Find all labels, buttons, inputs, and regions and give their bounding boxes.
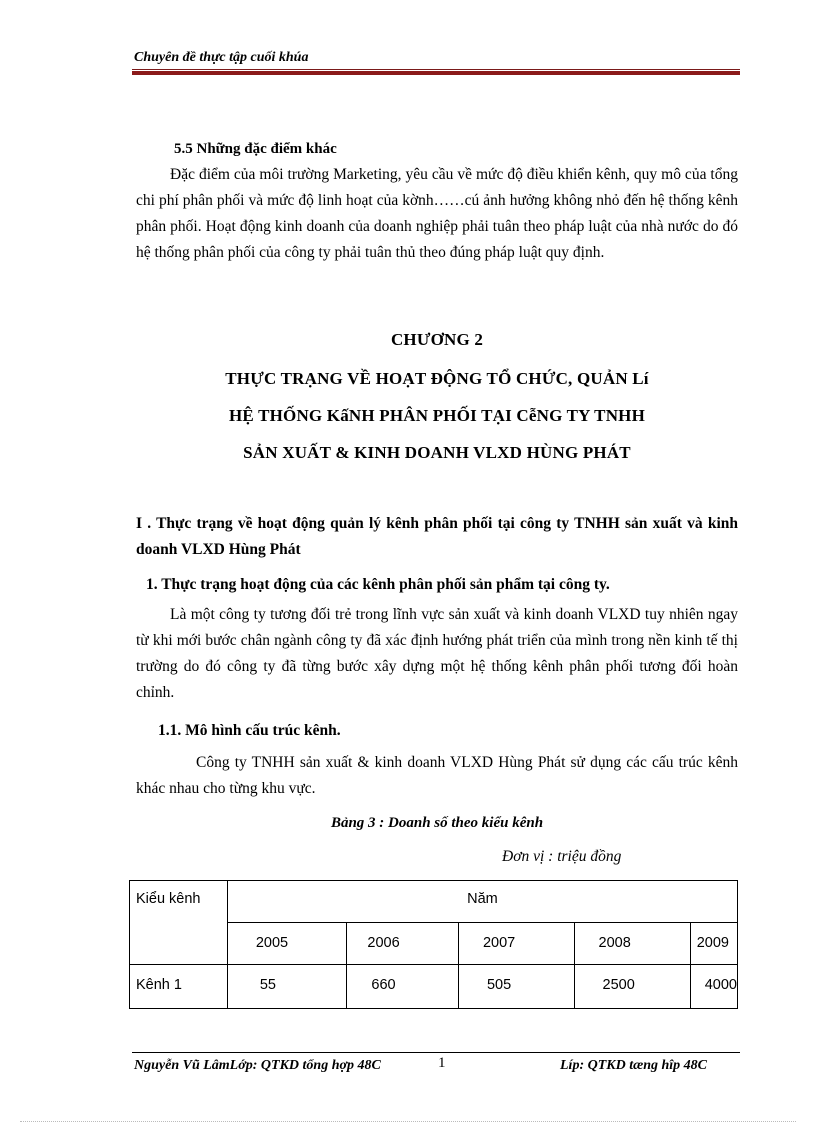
value-cell [347, 965, 459, 1009]
page-number: 1 [438, 1055, 446, 1071]
row-label-cell [130, 965, 228, 1009]
chapter-number: CHƯƠNG 2 [390, 330, 484, 349]
header-rule [132, 69, 740, 70]
table-caption: Bảng 3 : Doanh số theo kiểu kênh [330, 815, 544, 831]
header-type-cell [130, 881, 228, 965]
section-I-title [136, 511, 738, 563]
header-year-cell [227, 881, 737, 923]
section-1-1-title: 1.1. Mô hình cấu trúc kênh. [158, 722, 341, 739]
page-header-title: Chuyên đề thực tập cuối khúa [134, 50, 309, 65]
year-cell [227, 923, 347, 965]
year-cell [347, 923, 459, 965]
section-1-paragraph: Là một công ty tương đối trẻ trong lĩnh vực sản xuất và kinh doanh VLXD tuy nhiên ngay từ khi mới bước chân ngành công ty đã xác định hướng phát triển của mình trong nền kinh tế thị trường do đó công ty đã từng bước xây dựng một hệ thống kênh phân phối tương đối hoàn chỉnh. [136, 606, 738, 701]
value-cell [690, 965, 737, 1009]
value: 55 [259, 977, 276, 993]
section-5-5-paragraph: Đặc điểm của môi trường Marketing, yêu cầu về mức độ điều khiển kênh, quy mô của tổng chi phí phân phối và mức độ linh hoạt của kờnh……cú ảnh hưởng không nhỏ đến hệ thống kênh phân phối. Hoạt động kinh doanh của doanh nghiệp phải tuân theo pháp luật của nhà nước do đó hệ thống phân phối của công ty phải tuân thủ theo đúng pháp luật quy định. [136, 166, 738, 261]
footer-author: Nguyễn Vũ LâmLớp: QTKD tổng hợp 48C [134, 1058, 381, 1073]
chapter-title-line2: HỆ THỐNG KấNH PHÂN PHỐI TẠI CễNG TY TNHH [228, 406, 646, 425]
value-cell [458, 965, 574, 1009]
year-label: 2006 [367, 935, 400, 951]
sales-table [129, 880, 738, 1009]
chapter-title-line3: SẢN XUẤT & KINH DOANH VLXD HÙNG PHÁT [243, 443, 631, 462]
row-label: Kênh 1 [136, 977, 182, 993]
value: 2500 [602, 977, 635, 993]
header-type: Kiểu kênh [136, 891, 201, 907]
section-1-1 [136, 718, 738, 802]
value: 660 [371, 977, 396, 993]
year-label: 2005 [255, 935, 289, 951]
year-cell [574, 923, 690, 965]
value-cell [574, 965, 690, 1009]
section-1-title: 1. Thực trạng hoạt động của các kênh phân phối sản phẩm tại công ty. [146, 576, 610, 593]
table-unit: Đơn vị : triệu đồng [502, 848, 622, 865]
year-cell [690, 923, 737, 965]
value-cell [227, 965, 347, 1009]
header-rule-thick [132, 71, 740, 75]
section-5-5-title: 5.5 Những đặc điểm khác [174, 141, 337, 157]
year-label: 2008 [598, 935, 631, 951]
page-bottom-dotted-line [20, 1121, 796, 1122]
footer-rule [132, 1052, 740, 1053]
section-I-text: I . Thực trạng về hoạt động quản lý kênh phân phối tại công ty TNHH sản xuất và kinh doanh VLXD Hùng Phát [136, 515, 738, 558]
year-cell [458, 923, 574, 965]
footer-class: Líp: QTKD tæng hîp 48C [560, 1058, 708, 1073]
header-year: Năm [467, 891, 498, 907]
year-label: 2007 [482, 935, 516, 951]
value: 505 [486, 977, 512, 993]
value: 4000 [704, 977, 737, 993]
chapter-title-line1: THỰC TRẠNG VỀ HOẠT ĐỘNG TỔ CHỨC, QUẢN Lí [225, 369, 649, 388]
table-row [130, 965, 738, 1009]
section-5-5 [136, 136, 738, 266]
section-1-1-paragraph: Công ty TNHH sản xuất & kinh doanh VLXD Hùng Phát sử dụng các cấu trúc kênh khác nhau cho từng khu vực. [136, 754, 738, 797]
section-1 [136, 572, 738, 706]
year-label: 2009 [696, 935, 729, 951]
